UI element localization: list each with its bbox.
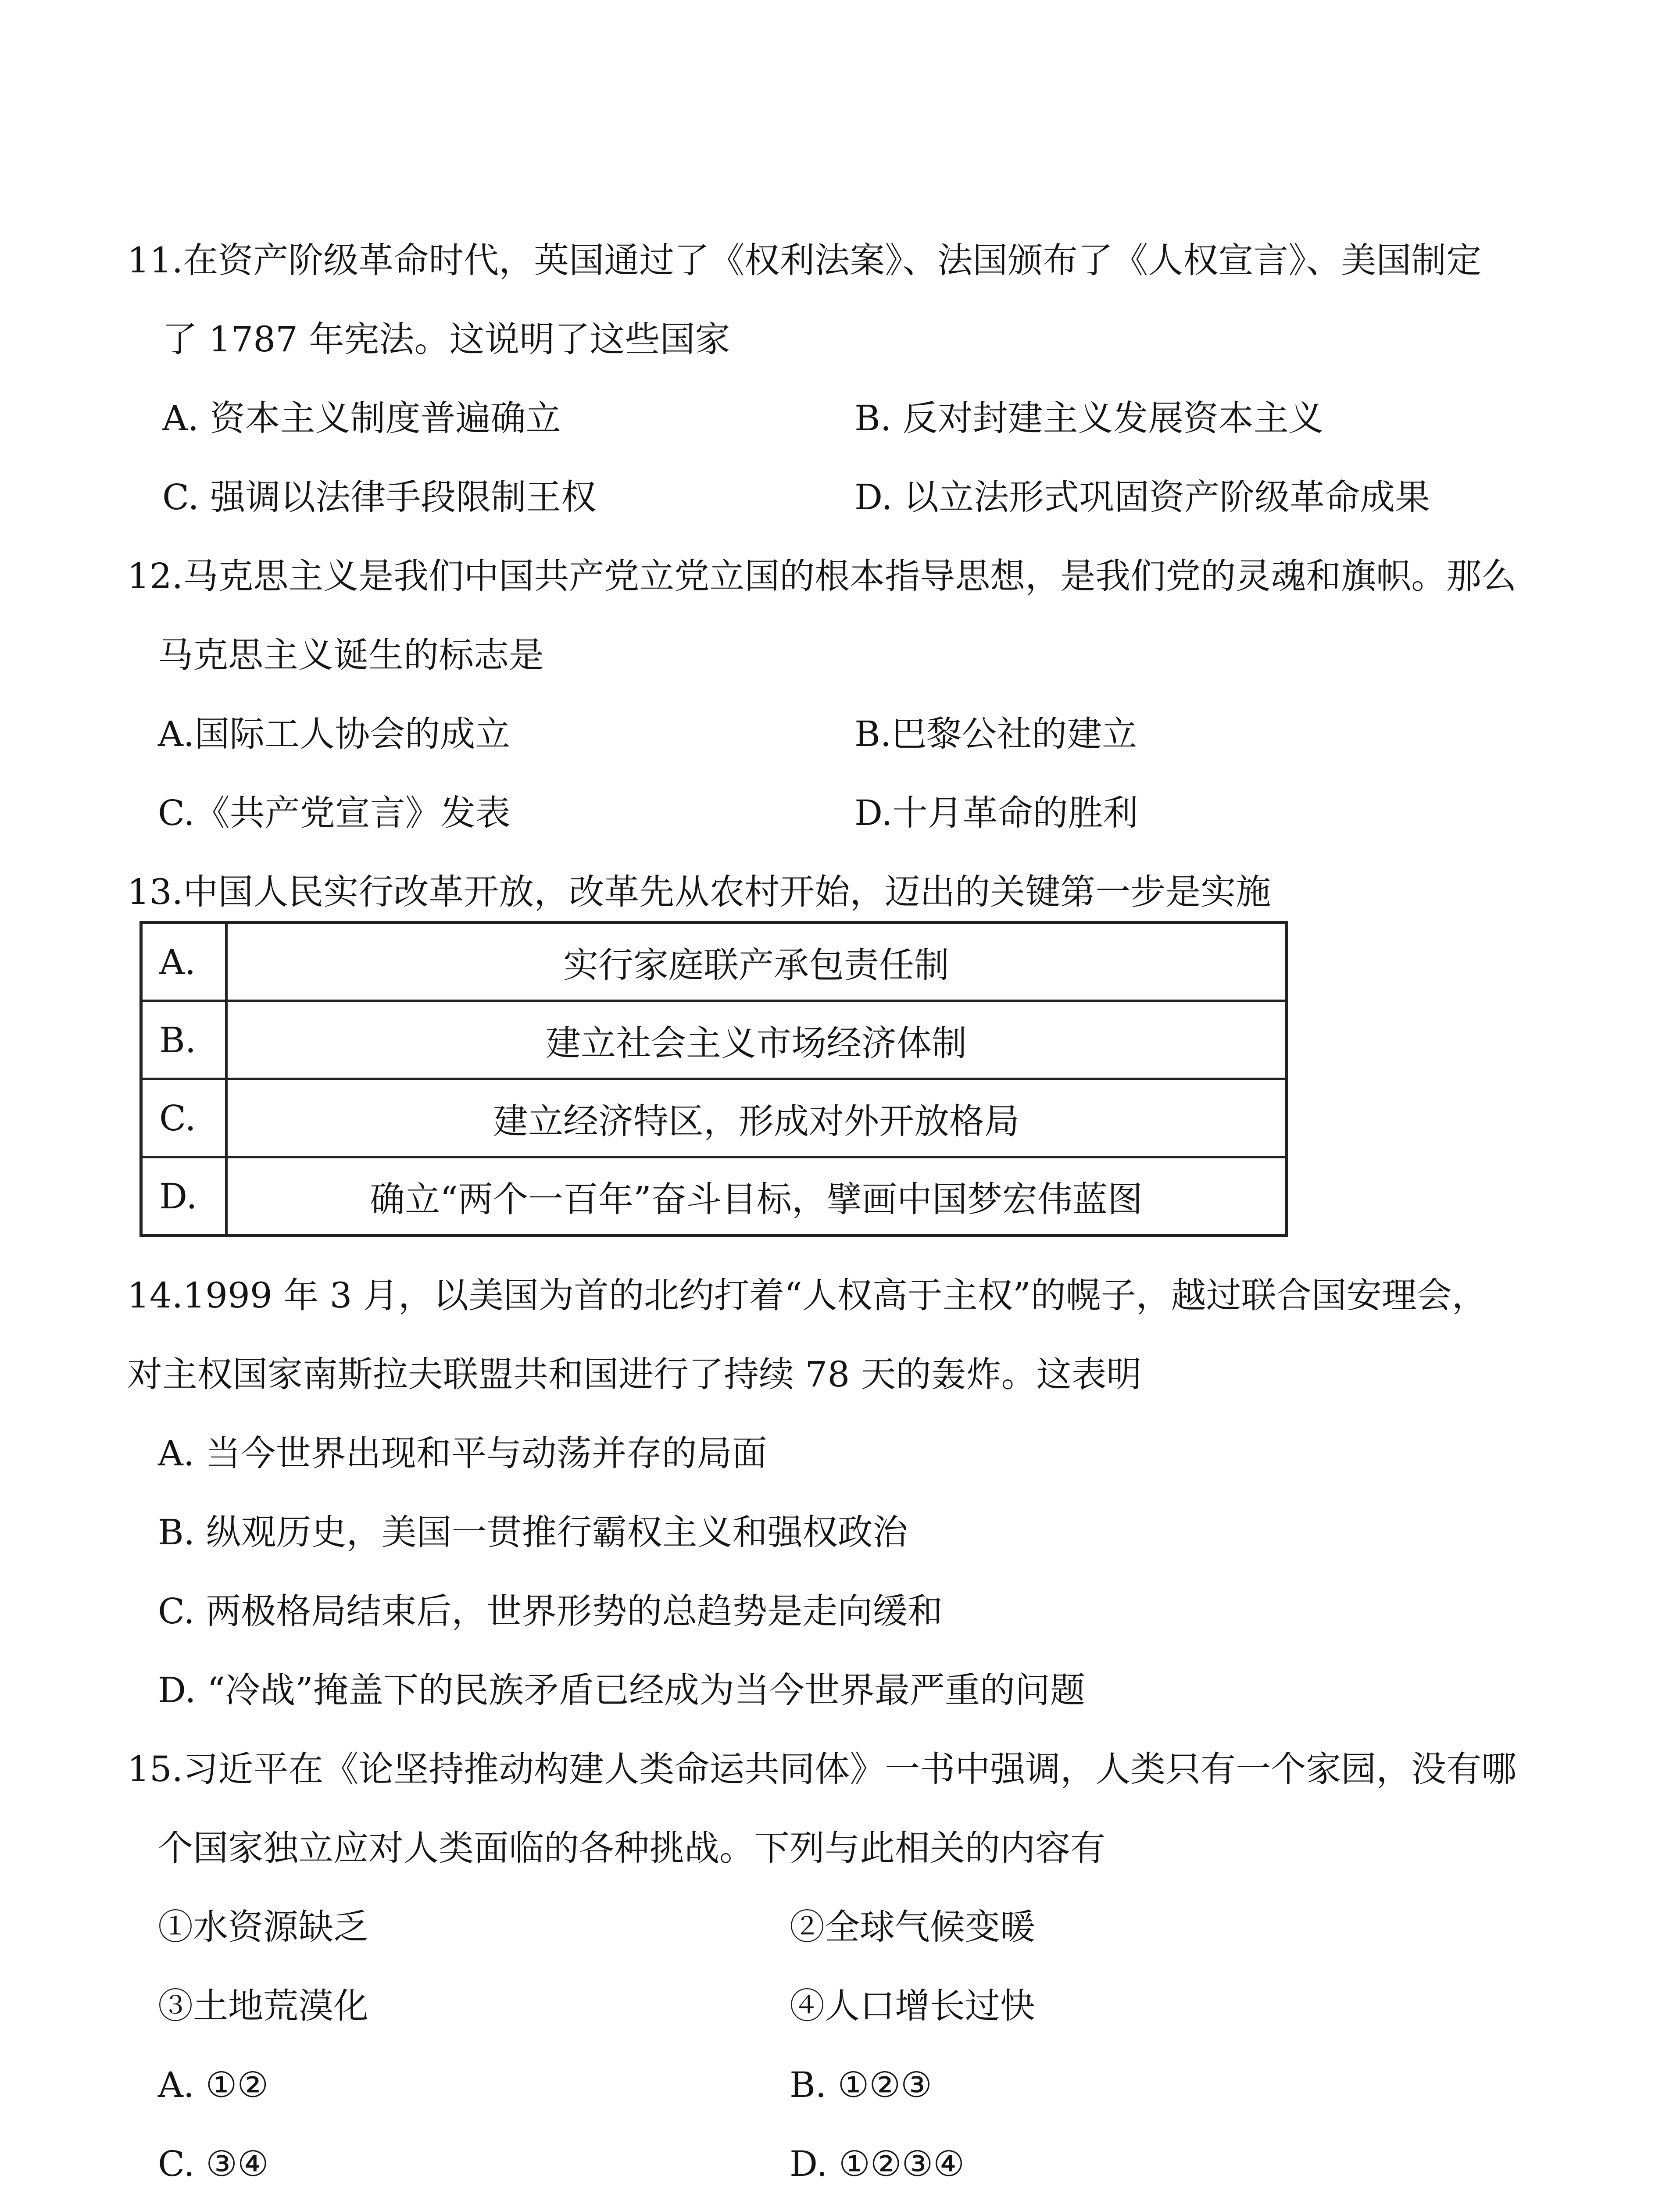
q11-option-b: B. 反对封建主义发展资本主义 xyxy=(854,398,1324,439)
q15-item-2: ②全球气候变暖 xyxy=(790,1907,1035,1947)
q12-option-b: B.巴黎公社的建立 xyxy=(854,714,1137,754)
q15-option-b: B. ①②③ xyxy=(790,2064,932,2105)
table-row xyxy=(141,1157,1287,1236)
q12-option-d: D.十月革命的胜利 xyxy=(854,793,1138,833)
q15-option-c: C. ③④ xyxy=(158,2143,269,2184)
q11-option-d: D. 以立法形式巩固资产阶级革命成果 xyxy=(854,477,1430,518)
q14-stem-line1: 14.1999 年 3 月，以美国为首的北约打着“人权高于主权”的幌子，越过联合国安理会， xyxy=(127,1275,1487,1316)
q13-row-text: 建立经济特区，形成对外开放格局 xyxy=(226,1079,1287,1157)
table-row xyxy=(141,1079,1287,1157)
q11-stem-line1: 11.在资产阶级革命时代，英国通过了《权利法案》、法国颁布了《人权宣言》、美国制定 xyxy=(127,240,1482,281)
q11-option-a: A. 资本主义制度普遍确立 xyxy=(162,398,561,439)
q15-option-a: A. ①② xyxy=(158,2064,269,2105)
q13-row-label: A. xyxy=(141,923,227,1001)
q13-row-text: 建立社会主义市场经济体制 xyxy=(226,1001,1287,1079)
q12-option-a: A.国际工人协会的成立 xyxy=(158,714,511,754)
q12-stem-line1: 12.马克思主义是我们中国共产党立党立国的根本指导思想，是我们党的灵魂和旗帜。那么 xyxy=(127,556,1517,596)
q15-item-1: ①水资源缺乏 xyxy=(158,1907,368,1947)
q14-stem-line2: 对主权国家南斯拉夫联盟共和国进行了持续 78 天的轰炸。这表明 xyxy=(127,1354,1142,1395)
q13-row-label: D. xyxy=(141,1157,227,1236)
q13-stem-line1: 13.中国人民实行改革开放，改革先从农村开始，迈出的关键第一步是实施 xyxy=(127,871,1271,912)
q12-stem-line2: 马克思主义诞生的标志是 xyxy=(158,635,544,675)
q15-item-3: ③土地荒漠化 xyxy=(158,1986,368,2026)
q15-option-d: D. ①②③④ xyxy=(790,2143,965,2184)
q13-row-label: B. xyxy=(141,1001,227,1079)
q13-row-label: C. xyxy=(141,1079,227,1157)
q15-stem-line1: 15.习近平在《论坚持推动构建人类命运共同体》一书中强调，人类只有一个家园，没有哪 xyxy=(127,1749,1517,1789)
q14-option-a: A. 当今世界出现和平与动荡并存的局面 xyxy=(158,1433,767,1474)
q12-option-c: C.《共产党宣言》发表 xyxy=(158,793,511,833)
q13-row-text: 确立“两个一百年”奋斗目标，擘画中国梦宏伟蓝图 xyxy=(226,1157,1287,1236)
table-row xyxy=(141,923,1287,1001)
q13-options-table xyxy=(139,921,1288,1237)
q11-option-c: C. 强调以法律手段限制王权 xyxy=(162,477,597,518)
q15-item-4: ④人口增长过快 xyxy=(790,1986,1035,2026)
q15-stem-line2: 个国家独立应对人类面临的各种挑战。下列与此相关的内容有 xyxy=(158,1828,1105,1868)
table-row xyxy=(141,1001,1287,1079)
q14-option-c: C. 两极格局结束后，世界形势的总趋势是走向缓和 xyxy=(158,1591,943,1632)
q13-row-text: 实行家庭联产承包责任制 xyxy=(226,923,1287,1001)
q11-stem-line2: 了 1787 年宪法。这说明了这些国家 xyxy=(162,319,730,360)
q14-option-b: B. 纵观历史，美国一贯推行霸权主义和强权政治 xyxy=(158,1512,908,1553)
q14-option-d: D. “冷战”掩盖下的民族矛盾已经成为当今世界最严重的问题 xyxy=(158,1670,1085,1711)
